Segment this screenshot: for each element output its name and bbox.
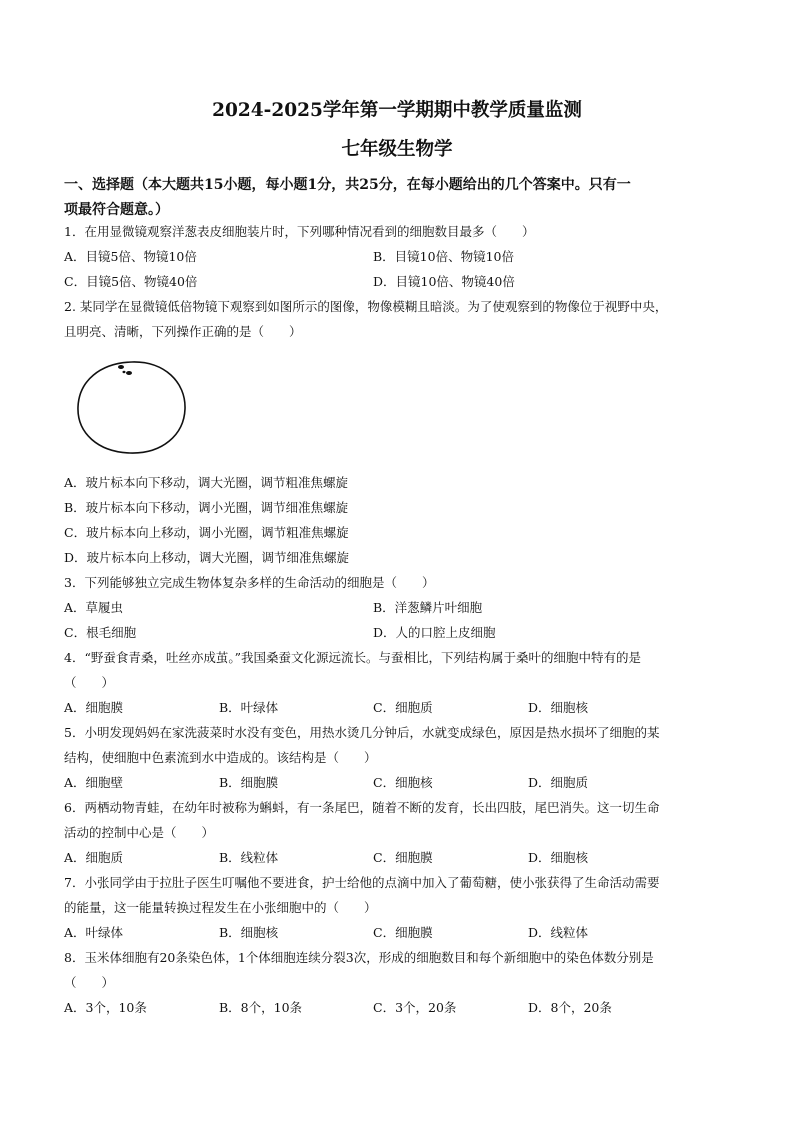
question-1-option-a: A．目镜5倍、物镜10倍 [64, 249, 197, 264]
specimen-dot [126, 371, 132, 375]
question-4-option-d: D．细胞核 [528, 700, 589, 715]
question-7-stem-line2: 的能量，这一能量转换过程发生在小张细胞中的（ ） [64, 900, 377, 915]
section-heading-line1: 一、选择题（本大题共15小题，每小题1分，共25分，在每小题给出的几个答案中。只有一 [64, 177, 631, 193]
question-7-option-c: C．细胞膜 [373, 925, 433, 940]
question-1-option-c: C．目镜5倍、物镜40倍 [64, 274, 198, 289]
question-3-option-d: D．人的口腔上皮细胞 [373, 625, 496, 640]
question-7-stem-line1: 7．小张同学由于拉肚子医生叮嘱他不要进食，护士给他的点滴中加入了葡萄糖，使小张获得了生命活动需要 [64, 875, 660, 890]
question-1-stem: 1．在用显微镜观察洋葱表皮细胞装片时，下列哪种情况看到的细胞数目最多（ ） [64, 224, 535, 239]
question-2-option-b: B．玻片标本向下移动，调小光圈，调节细准焦螺旋 [64, 500, 349, 515]
question-8-option-b: B．8个，10条 [219, 1000, 303, 1015]
question-1-option-b: B．目镜10倍、物镜10倍 [373, 249, 514, 264]
question-3-option-a: A．草履虫 [64, 600, 124, 615]
question-5-stem-line2: 结构，使细胞中色素流到水中造成的。该结构是（ ） [64, 750, 377, 765]
question-6-option-a: A．细胞质 [64, 850, 124, 865]
question-5-option-c: C．细胞核 [373, 775, 433, 790]
question-2-option-d: D．玻片标本向上移动，调大光圈，调节细准焦螺旋 [64, 550, 350, 565]
exam-subject: 七年级生物学 [341, 139, 453, 160]
specimen-dot [123, 371, 126, 373]
question-6-option-c: C．细胞膜 [373, 850, 433, 865]
question-5-option-d: D．细胞质 [528, 775, 589, 790]
question-4-option-b: B．叶绿体 [219, 700, 279, 715]
question-2-stem-line2: 且明亮、清晰，下列操作正确的是（ ） [64, 324, 302, 339]
question-4-option-c: C．细胞质 [373, 700, 433, 715]
question-5-option-b: B．细胞膜 [219, 775, 279, 790]
question-8-option-c: C．3个，20条 [373, 1000, 457, 1015]
specimen-dot [118, 365, 124, 369]
section-heading-line2: 项最符合题意。） [64, 202, 169, 218]
question-4-stem-line1: 4．“野蚕食青桑，吐丝亦成茧。”我国桑蚕文化源远流长。与蚕相比，下列结构属于桑叶的细胞中特有的是 [64, 650, 641, 665]
question-2-option-c: C．玻片标本向上移动，调小光圈，调节粗准焦螺旋 [64, 525, 349, 540]
question-5-stem-line1: 5．小明发现妈妈在家洗菠菜时水没有变色，用热水烫几分钟后，水就变成绿色，原因是热水损坏了细胞的某 [64, 725, 660, 740]
question-2-stem-line1: 2. 某同学在显微镜低倍物镜下观察到如图所示的图像，物像模糊且暗淡。为了使观察到的物像位于视野中央， [64, 299, 668, 314]
question-7-option-d: D．线粒体 [528, 925, 589, 940]
field-of-view-circle [78, 362, 185, 453]
question-6-option-b: B．线粒体 [219, 850, 279, 865]
question-3-option-c: C．根毛细胞 [64, 625, 137, 640]
question-3-stem: 3．下列能够独立完成生物体复杂多样的生命活动的细胞是（ ） [64, 575, 435, 590]
question-4-stem-line2: （ ） [64, 675, 115, 690]
question-6-stem-line1: 6．两栖动物青蛙，在幼年时被称为蝌蚪，有一条尾巴，随着不断的发育，长出四肢，尾巴消失。这一切生命 [64, 800, 660, 815]
question-8-stem-line2: （ ） [64, 975, 115, 990]
question-1-option-d: D．目镜10倍、物镜40倍 [373, 274, 515, 289]
question-8-stem-line1: 8．玉米体细胞有20条染色体，1个体细胞连续分裂3次，形成的细胞数目和每个新细胞中的染色体数分别是 [64, 950, 654, 965]
question-7-option-b: B．细胞核 [219, 925, 279, 940]
question-5-option-a: A．细胞壁 [64, 775, 124, 790]
question-4-option-a: A．细胞膜 [64, 700, 124, 715]
microscope-field-figure [72, 357, 192, 457]
question-6-stem-line2: 活动的控制中心是（ ） [64, 825, 215, 840]
question-2-option-a: A．玻片标本向下移动，调大光圈，调节粗准焦螺旋 [64, 475, 349, 490]
question-8-option-a: A．3个，10条 [64, 1000, 147, 1015]
question-7-option-a: A．叶绿体 [64, 925, 124, 940]
exam-title: 2024-2025学年第一学期期中教学质量监测 [212, 100, 582, 121]
question-8-option-d: D．8个，20条 [528, 1000, 612, 1015]
question-6-option-d: D．细胞核 [528, 850, 589, 865]
question-3-option-b: B．洋葱鳞片叶细胞 [373, 600, 483, 615]
